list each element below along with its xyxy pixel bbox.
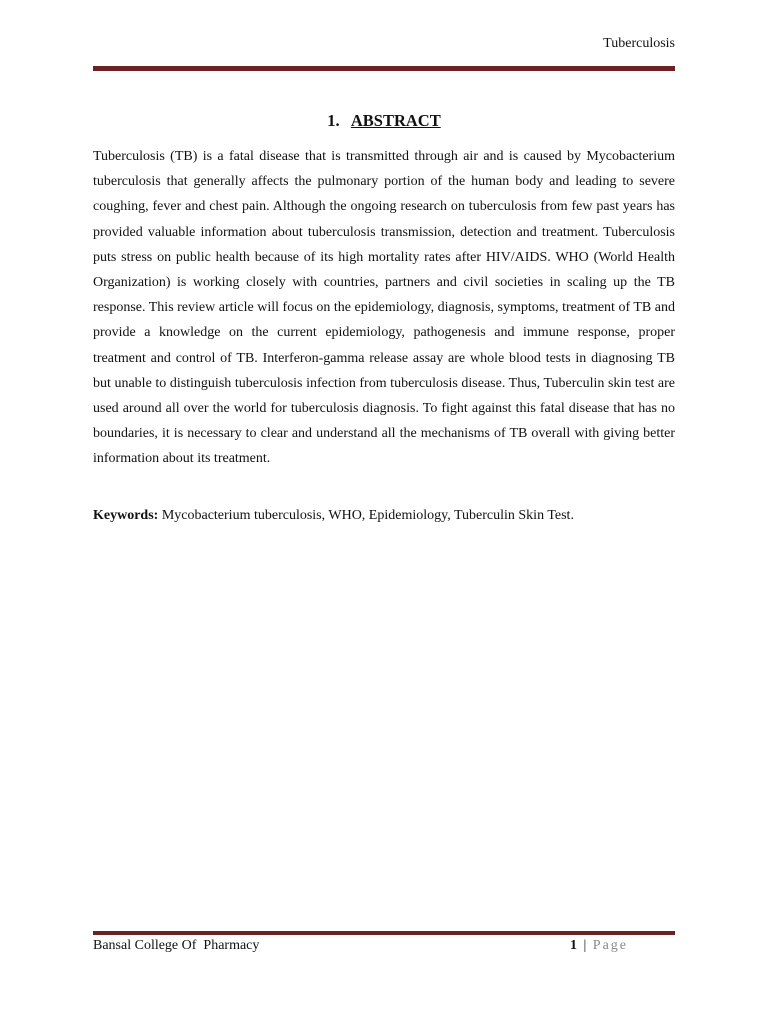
keywords-text: Mycobacterium tuberculosis, WHO, Epidemiology, Tuberculin Skin Test.: [161, 508, 574, 523]
header-rule: [93, 66, 675, 71]
abstract-paragraph: Tuberculosis (TB) is a fatal disease that is transmitted through air and is caused by Mycobacterium tuberculosis that generally affects the pulmonary portion of the human body and leading to severe coughing, fever and chest pain. Although the ongoing research on tuberculosis from few past years has provided valuable information about tuberculosis transmission, detection and treatment. Tuberculosis puts stress on public health because of its high mortality rates after HIV/AIDS. WHO (World Health Organization) is working closely with countries, partners and civil societies in scaling up the TB response. This review article will focus on the epidemiology, diagnosis, symptoms, treatment of TB and provide a knowledge on the current epidemiology, pathogenesis and immune response, proper treatment and control of TB. Interferon-gamma release assay are whole blood tests in diagnosing TB but unable to distinguish tuberculosis infection from tuberculosis disease. Thus, Tuberculin skin test are used around all over the world for tuberculosis diagnosis. To fight against this fatal disease that has no boundaries, it is necessary to clear and understand all the mechanisms of TB overall with giving better information about its treatment.: [93, 149, 675, 467]
section-title: ABSTRACT: [350, 111, 441, 130]
page-word: Page: [592, 938, 628, 953]
page-separator: |: [583, 938, 587, 953]
page-number: 1: [569, 938, 577, 953]
section-number: 1.: [327, 111, 340, 130]
footer-rule: [93, 931, 675, 935]
section-heading: [93, 110, 675, 132]
keywords-label: Keywords:: [93, 508, 159, 523]
footer-institution: Bansal College Of Pharmacy: [93, 938, 260, 953]
running-header: Tuberculosis: [603, 36, 675, 51]
footer-page-indicator: [570, 937, 628, 955]
keywords-line: [93, 505, 675, 527]
